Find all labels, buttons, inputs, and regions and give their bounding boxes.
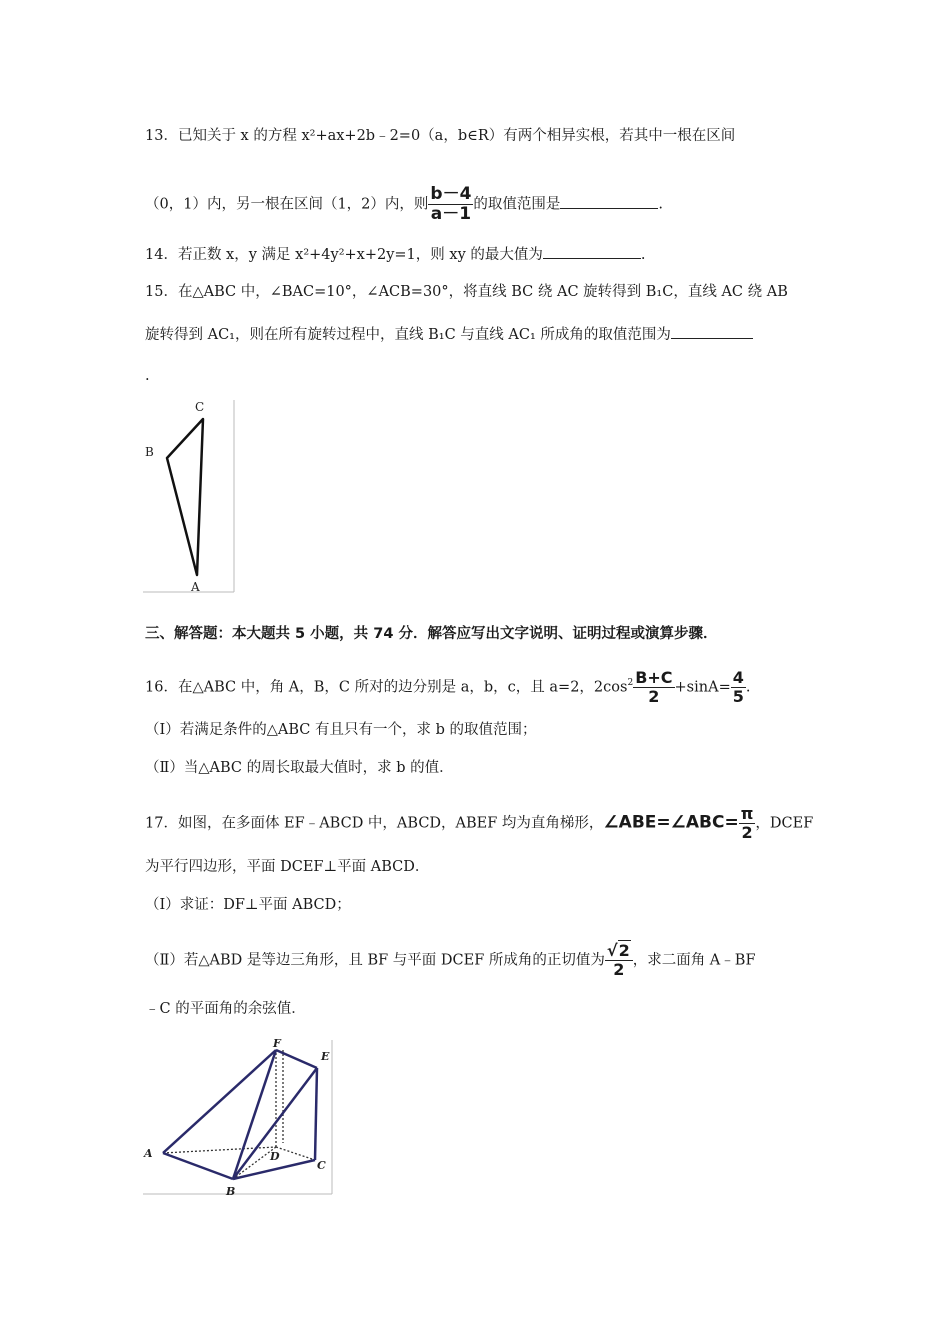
q15-text2: 旋转得到 AC₁，则在所有旋转过程中，直线 B₁C 与直线 AC₁ 所成角的取值范围为	[145, 327, 671, 343]
q17-sqrt-radicand: 2	[618, 941, 630, 960]
q16-end: .	[745, 679, 751, 696]
q17-part2-text-pre: （Ⅱ）若△ABD 是等边三角形，且 BF 与平面 DCEF 所成角的正切值为	[145, 952, 605, 969]
q17-fraction-pi: π	[740, 804, 754, 823]
q16-fraction-bc-denominator: 2	[648, 687, 660, 706]
q16-text-mid: +sinA=	[674, 679, 731, 696]
q13-answer-blank	[560, 194, 658, 209]
q17-label-e: E	[321, 1050, 330, 1063]
q13-line1	[145, 126, 735, 146]
q17-fraction-pi-half	[739, 805, 756, 842]
q17-label-d: D	[270, 1150, 280, 1163]
q13-end: .	[658, 196, 664, 213]
q14-answer-blank	[543, 244, 641, 259]
q15-line3	[145, 366, 150, 386]
q17-fraction-sqrt2-half	[605, 942, 633, 979]
q17-last-text: ﹣C 的平面角的余弦值．	[145, 1001, 306, 1017]
q16-fraction-bc-numerator: B+C	[635, 668, 673, 687]
q13-fraction-denominator: a－1	[430, 204, 472, 224]
q16-part2-text: （Ⅱ）当△ABC 的周长取最大值时，求 b 的值．	[145, 760, 454, 776]
q15-line2	[145, 324, 753, 345]
q17-part1-text: （Ⅰ）求证：DF⊥平面 ABCD；	[145, 897, 351, 913]
q16-fraction-denominator: 5	[732, 687, 744, 706]
q15-label-c: C	[195, 400, 205, 414]
q17-label-f: F	[273, 1037, 281, 1050]
q16-fraction-bc	[633, 669, 674, 706]
q17-line1	[145, 805, 813, 842]
q17-label-c: C	[317, 1159, 326, 1172]
q13-fraction	[428, 185, 473, 224]
q17-label-a: A	[144, 1147, 153, 1160]
q17-polyhedron-figure	[140, 1036, 340, 1206]
section3-heading-text: 三、解答题：本大题共 5 小题，共 74 分．解答应写出文字说明、证明过程或演算步骤．	[145, 626, 718, 642]
q15-line1	[145, 282, 788, 302]
q16-part1	[145, 720, 536, 740]
q13-fraction-numerator: b－4	[430, 184, 472, 204]
q17-fraction-two: 2	[741, 823, 753, 842]
q17-edge-ad	[163, 1147, 276, 1153]
q14-text: 14．若正数 x，y 满足 x²+4y²+x+2y=1，则 xy 的最大值为	[145, 247, 543, 263]
q13-text-pre: （0，1）内，另一根在区间（1，2）内，则	[145, 196, 429, 213]
section3-heading	[145, 624, 717, 644]
q17-text-post: ，DCEF	[755, 815, 814, 832]
q16-fraction-four-fifths	[731, 669, 746, 706]
q17-part1	[145, 895, 351, 915]
q16-part2	[145, 758, 454, 778]
q17-edge-ec	[315, 1068, 317, 1160]
q17-line2	[145, 857, 429, 877]
q14-end: .	[640, 247, 646, 263]
q17-angle-expression: ∠ABE=∠ABC=	[603, 812, 739, 833]
sqrt-symbol-icon: √2	[606, 941, 630, 960]
q17-line-last	[145, 999, 306, 1019]
q17-part2	[145, 942, 756, 979]
q15-label-a: A	[191, 580, 200, 594]
q17-edge-ab	[163, 1153, 233, 1179]
q17-fraction-sqrt2	[605, 942, 633, 961]
q15-triangle-figure	[140, 396, 240, 596]
q17-fraction-sqrt-denominator: 2	[613, 960, 625, 979]
q13-text-post: 的取值范围是	[473, 196, 561, 213]
q15-label-b: B	[145, 445, 154, 459]
q17-label-b: B	[226, 1185, 236, 1198]
q15-answer-blank	[671, 324, 753, 339]
q16-line	[145, 669, 750, 706]
q16-text-pre: 16．在△ABC 中，角 A，B，C 所对的边分别是 a，b，c，且 a=2，2cos	[145, 679, 628, 696]
q13-text: 13．已知关于 x 的方程 x²+ax+2b﹣2=0（a，b∈R）有两个相异实根，若其中一根在区间	[145, 128, 736, 144]
q14-line	[145, 244, 645, 265]
q15-text3: .	[145, 368, 150, 384]
q17-text2: 为平行四边形，平面 DCEF⊥平面 ABCD．	[145, 859, 430, 875]
q17-part2-text-post: ，求二面角 A﹣BF	[632, 952, 756, 969]
q17-edge-fe	[276, 1050, 317, 1068]
q16-fraction-numerator: 4	[732, 668, 744, 687]
q16-part1-text: （Ⅰ）若满足条件的△ABC 有且只有一个，求 b 的取值范围；	[145, 722, 537, 738]
q15-triangle-abc	[167, 419, 203, 575]
q13-line2	[145, 185, 663, 224]
q16-square-exponent: 2	[627, 677, 634, 688]
q17-text-pre: 17．如图，在多面体 EF﹣ABCD 中，ABCD，ABEF 均为直角梯形，	[145, 815, 604, 832]
q15-text1: 15．在△ABC 中，∠BAC=10°，∠ACB=30°，将直线 BC 绕 AC 旋转得到 B₁C，直线 AC 绕 AB	[145, 284, 788, 300]
q17-edge-dc	[276, 1147, 315, 1160]
